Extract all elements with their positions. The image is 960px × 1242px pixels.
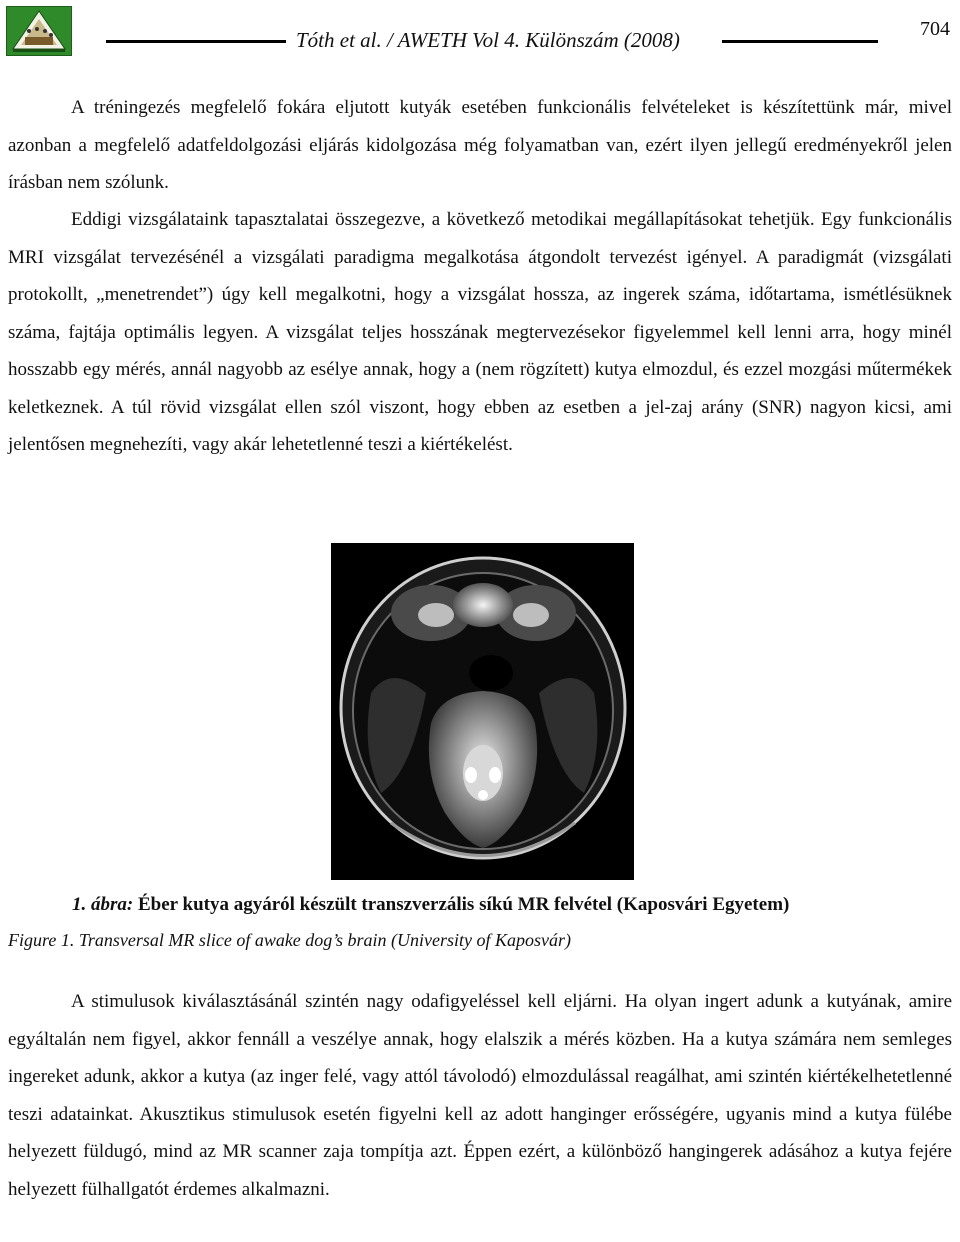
figure-caption-text: Éber kutya agyáról készült transzverzális síkú MR felvétel (Kaposvári Egyetem) (133, 894, 790, 915)
paragraph-training: A tréningezés megfelelő fokára eljutott kutyák esetében funkcionális felvételeket is készítettünk már, mivel azonban a megfelelő adatfeldolgozási eljárás kidolgozása még folyamatban van, ezért ilyen jellegű eredményekről jelen írásban nem szólunk. (8, 97, 952, 193)
journal-logo (6, 6, 72, 56)
figure-caption-english: Figure 1. Transversal MR slice of awake dog’s brain (University of Kaposvár) (8, 930, 571, 950)
page-number: 704 (920, 18, 950, 40)
figure-caption-hungarian (72, 894, 789, 916)
figure-label: 1. ábra: (72, 894, 134, 915)
logo-emblem-icon (7, 7, 71, 55)
paragraph-methodology: Eddigi vizsgálataink tapasztalatai összegezve, a következő metodikai megállapításokat tehetjük. Egy funkcionális MRI vizsgálat tervezésénél a vizsgálati paradigma megalkotása átgondolt tervezést igényel. A paradigmát (vizsgálati protokollt, „menetrendet”) úgy kell megalkotni, hogy a vizsgálat hossza, az ingerek száma, időtartama, ismétlésüknek száma, fajtája optimális legyen. A vizsgálat teljes hosszának megtervezésekor figyelemmel kell lenni arra, hogy minél hosszabb egy mérés, annál nagyobb az esélye annak, hogy a (nem rögzített) kutya elmozdul, és ezzel mozgási műtermékek keletkeznek. A túl rövid vizsgálat ellen szól viszont, hogy ebben az esetben a jel-zaj arány (SNR) nagyon kicsi, ami jelentősen megnehezíti, vagy akár lehetetlenné teszi a kiértékelést. (8, 209, 952, 455)
mri-brain-image (331, 543, 634, 880)
mri-figure (331, 543, 634, 880)
paragraph-stimuli: A stimulusok kiválasztásánál szintén nagy odafigyeléssel kell eljárni. Ha olyan ingert adunk a kutyának, amire egyáltalán nem figyel, akkor fennáll a veszélye annak, hogy elalszik a mérés közben. Ha a kutya számára nem semleges ingereket adunk, akkor a kutya (az inger felé, vagy attól távolodó) elmozdulással reagálhat, ami szintén kiértékelhetetlenné teszi adatainkat. Akusztikus stimulusok esetén figyelni kell az adott hanginger erősségére, ugyanis mind a kutya fülébe helyezett füldugó, mind az MR scanner zaja tompítja azt. Éppen ezért, a különböző hangingerek adásához a kutya fejére helyezett fülhallgatót érdemes alkalmazni. (8, 991, 952, 1200)
journal-header: Tóth et al. / AWETH Vol 4. Különszám (2008) (296, 28, 680, 52)
header-rule-right (722, 40, 878, 43)
header-rule-left (106, 40, 286, 43)
